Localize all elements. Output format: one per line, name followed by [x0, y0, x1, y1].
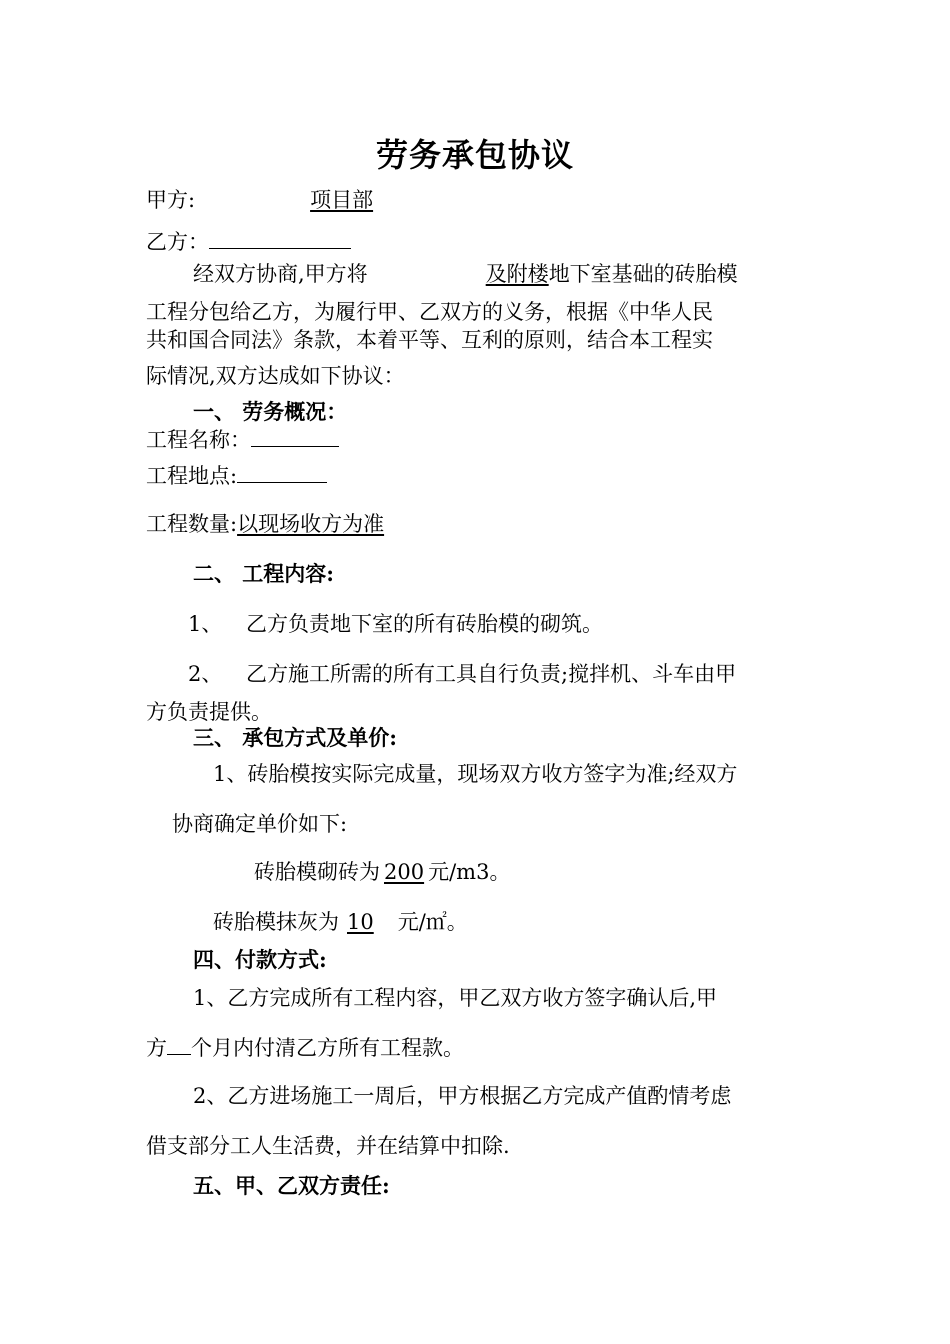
- project-location-blank: [237, 460, 327, 483]
- section-2-heading: 二、 工程内容:: [193, 561, 335, 586]
- section-2-item-2-text: 乙方施工所需的所有工具自行负责;搅拌机、斗车由甲: [246, 662, 737, 686]
- section-3-item-1: 1、砖胎模按实际完成量，现场双方收方签字为准;经双方: [213, 762, 738, 786]
- party-a-value: 项目部: [310, 188, 374, 212]
- project-quantity-value: 以现场收方为准: [237, 512, 385, 536]
- intro-text-b: 地下室基础的砖胎模: [548, 262, 738, 286]
- intro-project-name: 及附楼: [485, 262, 549, 286]
- intro-line-2: 工程分包给乙方，为履行甲、乙双方的义务，根据《中华人民: [146, 300, 713, 324]
- section-4-item-1-cont: [146, 1032, 464, 1062]
- section-4-heading: 四、付款方式:: [193, 947, 327, 972]
- price-brick-value: 200: [384, 860, 425, 884]
- document-title: 劳务承包协议: [375, 136, 574, 174]
- party-b-line: [146, 226, 351, 256]
- project-location-line: [146, 460, 327, 490]
- project-name-blank: [251, 424, 339, 447]
- price-plaster-unit: 元/㎡。: [397, 910, 468, 934]
- party-b-blank: [209, 226, 351, 249]
- section-2-item-1-text: 乙方负责地下室的所有砖胎模的砌筑。: [246, 612, 603, 636]
- price-plaster-line: [213, 908, 468, 936]
- project-name-line: [146, 424, 339, 454]
- section-3-heading: 三、 承包方式及单价:: [193, 725, 398, 750]
- payment-months-blank: [167, 1032, 191, 1055]
- party-a-label: 甲方:: [146, 188, 196, 212]
- section-4-item-1-cont-a: 方: [146, 1036, 167, 1060]
- project-quantity-line: [146, 510, 392, 538]
- party-a-line: [146, 186, 377, 214]
- section-2-item-2-number: 2、: [188, 662, 223, 686]
- intro-line-4: 际情况,双方达成如下协议：: [146, 364, 405, 388]
- price-plaster-label: 砖胎模抹灰为: [213, 910, 339, 934]
- price-brick-line: [254, 858, 510, 886]
- section-3-item-1-cont: 协商确定单价如下:: [172, 812, 348, 836]
- section-1-heading: 一、 劳务概况：: [193, 399, 348, 424]
- section-2-item-2: [188, 660, 736, 688]
- project-quantity-label: 工程数量:: [146, 512, 238, 536]
- intro-line-1: [193, 260, 738, 288]
- project-location-label: 工程地点:: [146, 464, 238, 488]
- project-name-label: 工程名称：: [146, 428, 251, 452]
- section-4-item-2: 2、乙方进场施工一周后，甲方根据乙方完成产值酌情考虑: [193, 1084, 732, 1108]
- party-b-label: 乙方：: [146, 230, 209, 254]
- intro-text-a: 经双方协商,甲方将: [193, 262, 368, 286]
- section-2-item-1-number: 1、: [188, 612, 223, 636]
- section-4-item-1-cont-b: 个月内付清乙方所有工程款。: [191, 1036, 464, 1060]
- section-2-item-1: [188, 610, 603, 638]
- section-4-item-2-cont: 借支部分工人生活费，并在结算中扣除.: [146, 1134, 510, 1158]
- price-plaster-value: 10: [347, 910, 374, 934]
- section-5-heading: 五、甲、乙双方责任:: [193, 1173, 390, 1198]
- price-brick-label: 砖胎模砌砖为: [254, 860, 380, 884]
- price-brick-unit: 元/m3。: [428, 860, 511, 884]
- intro-line-3: 共和国合同法》条款，本着平等、互利的原则，结合本工程实: [146, 328, 713, 352]
- section-2-item-2-cont: 方负责提供。: [146, 700, 272, 724]
- section-4-item-1: 1、乙方完成所有工程内容，甲乙双方收方签字确认后,甲: [193, 986, 718, 1010]
